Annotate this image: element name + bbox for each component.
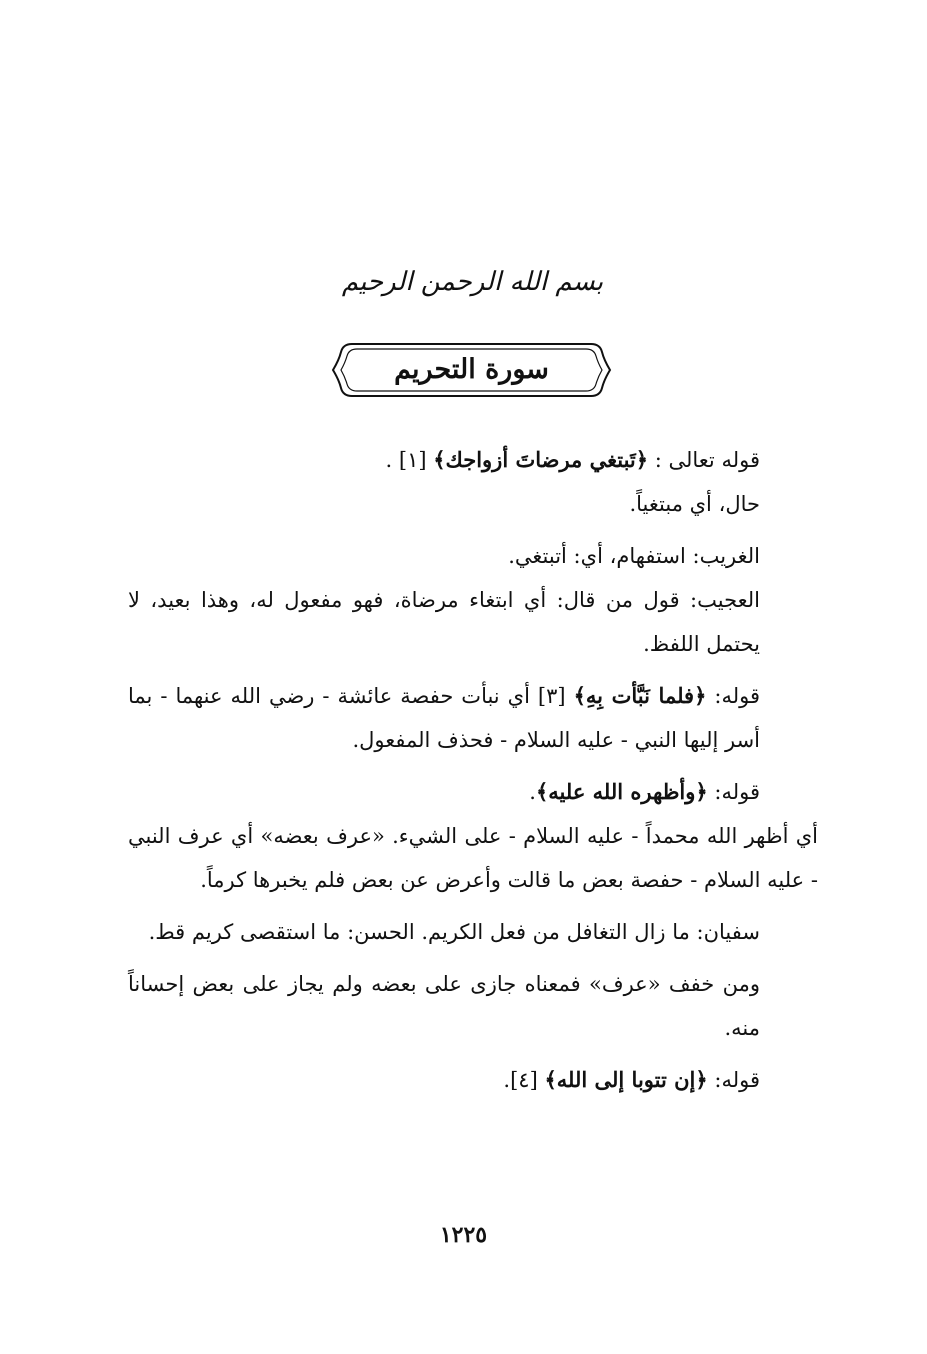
basmala-heading <box>300 262 645 302</box>
paragraph: حال، أي مبتغياً. <box>629 492 760 516</box>
paragraph: أي أظهر الله محمداً - عليه السلام - على الشيء. «عرف بعضه» أي عرف النبي - عليه السلام - حفصة بعض ما قالت وأعرض عن بعض فلم يخبرها كرماً. <box>128 824 818 892</box>
paragraph-ajib: العجيب: قول من قال: أي ابتغاء مرضاة، فهو مفعول له، وهذا بعيد، لا يحتمل اللفظ. <box>128 588 760 656</box>
quran-quote: ﴿إن تتوبا إلى الله﴾ <box>544 1067 708 1092</box>
paragraph-verse-3b: قوله: ﴿وأظهره الله عليه﴾. <box>529 779 760 804</box>
paragraph-verse-1: قوله تعالى : ﴿تَبتغي مرضاتَ أزواجك﴾ [١] . <box>385 447 760 472</box>
quran-quote: ﴿تَبتغي مرضاتَ أزواجك﴾ <box>433 447 649 472</box>
commentary-body <box>128 438 818 1102</box>
paragraph-verse-4: قوله: ﴿إن تتوبا إلى الله﴾ [٤]. <box>503 1067 760 1092</box>
quran-quote: ﴿فلما نَبَّأت بِهِ﴾ <box>573 683 707 708</box>
page-number: ١٢٢٥ <box>439 1222 488 1248</box>
basmala-text: بسم الله الرحمن الرحيم <box>341 267 604 297</box>
surah-title: سورة التحريم <box>394 354 549 385</box>
quran-quote: ﴿وأظهره الله عليه﴾ <box>535 779 708 804</box>
paragraph-sufyan: سفيان: ما زال التغافل من فعل الكريم. الحسن: ما استقصى كريم قط. <box>148 920 760 944</box>
paragraph-gharib: الغريب: استفهام، أي: أتبتغي. <box>508 544 760 568</box>
paragraph-takhfif: ومن خفف «عرف» فمعناه جازى على بعضه ولم يجاز على بعض إحساناً منه. <box>128 972 760 1040</box>
surah-title-frame <box>330 340 613 400</box>
paragraph-verse-3: قوله: ﴿فلما نَبَّأت بِهِ﴾ [٣] أي نبأت حفصة عائشة - رضي الله عنهما - بما أسر إليها النبي - عليه السلام - فحذف المفعول. <box>128 683 761 752</box>
